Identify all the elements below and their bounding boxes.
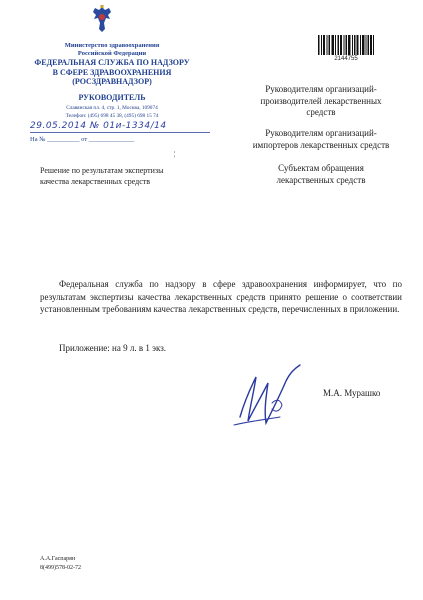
addressee-line: производителей лекарственных xyxy=(260,95,382,106)
contact-block xyxy=(22,104,202,120)
attachment-note: Приложение: на 9 л. в 1 экз. xyxy=(59,343,167,353)
double-headed-eagle-emblem-icon xyxy=(89,4,115,34)
ministry-line-2: Российской Федерации xyxy=(77,49,147,57)
tick-mark: ¦ xyxy=(174,150,176,158)
handwritten-signature xyxy=(210,355,330,435)
body-paragraph: Федеральная служба по надзору в сфере здравоохранения информирует, что по результатам экспертизы качества лекарственных средств принято решение о соответствии установленным требованиям качества лекарственных средств, перечисленных в приложении. xyxy=(40,279,402,315)
addressee-line: Руководителям организаций- xyxy=(265,128,377,138)
subject-line-2: качества лекарственных средств xyxy=(40,177,151,186)
signer-name: М.А. Мурашко xyxy=(323,388,381,398)
date-underline xyxy=(30,132,210,133)
agency-name xyxy=(22,58,202,87)
addressee-line: Субъектам обращения xyxy=(278,163,364,173)
addressee-subjects xyxy=(236,163,406,186)
date-number-handwritten: 29.05.2014 № 01и-1334/14 xyxy=(30,121,167,131)
addressee-line: импортеров лекарственных средств xyxy=(252,139,390,150)
reference-line: На № __________ от ______________ xyxy=(30,136,135,143)
addressee-line: Руководителям организаций- xyxy=(265,84,377,94)
ministry-line-1: Министерство здравоохранения xyxy=(64,42,160,49)
subject-line-1: Решение по результатам экспертизы xyxy=(40,166,164,175)
executor-phone: 8(499)578-02-72 xyxy=(40,564,81,571)
subject xyxy=(40,165,180,187)
barcode-number: 2144755 xyxy=(334,56,358,62)
agency-line-3: (РОСЗДРАВНАДЗОР) xyxy=(72,77,152,86)
phone-line: Телефон: (495) 698 45 38, (495) 698 15 74 xyxy=(65,113,159,119)
addressee-importers xyxy=(236,128,406,151)
agency-line-2: В СФЕРЕ ЗДРАВООХРАНЕНИЯ xyxy=(52,67,172,77)
addressee-line: средств xyxy=(306,107,336,117)
agency-line-1: ФЕДЕРАЛЬНАЯ СЛУЖБА ПО НАДЗОРУ xyxy=(34,58,190,67)
addressee-line: лекарственных средств xyxy=(276,174,366,185)
ministry-name xyxy=(34,42,190,57)
barcode xyxy=(318,35,374,55)
executor-block xyxy=(40,555,81,572)
position-title: РУКОВОДИТЕЛЬ xyxy=(78,93,146,102)
addressee-manufacturers xyxy=(236,84,406,119)
executor-name: А.А.Гаспарян xyxy=(40,556,76,562)
address-line: Славянская пл. 4, стр. 1, Москва, 109074 xyxy=(66,105,158,111)
